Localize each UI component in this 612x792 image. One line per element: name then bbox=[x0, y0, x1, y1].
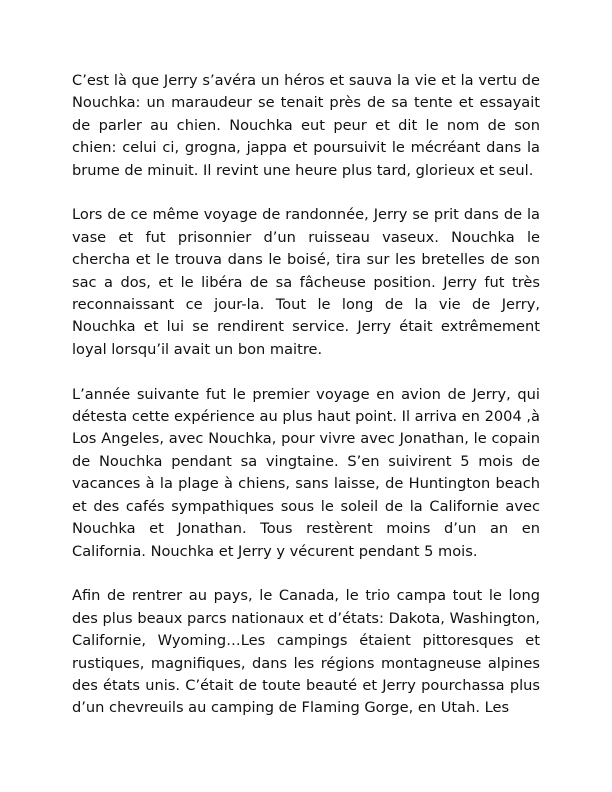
document-page bbox=[72, 70, 540, 720]
paragraph-marauder: C’est là que Jerry s’avéra un héros et sauva la vie et la vertu de Nouchka: un maraudeur se tenait près de sa tente et essayait de parler au chien. Nouchka eut peur et dit le nom de son chien: celui ci, grogna, jappa et poursuivit le mécréant dans la brume de minuit. Il revint une heure plus tard, glorieux et seul. bbox=[72, 72, 540, 179]
paragraph-los-angeles: L’année suivante fut le premier voyage en avion de Jerry, qui détesta cette expérience au plus haut point. Il arriva en 2004 ,à Los Angeles, avec Nouchka, pour vivre avec Jonathan, le copain de Nouchka pendant sa vingtaine. S’en suivirent 5 mois de vacances à la plage à chiens, sans laisse, de Huntington beach et des cafés sympathiques sous le soleil de la Californie avec Nouchka et Jonathan. Tous restèrent moins d’un an en California. Nouchka et Jerry y vécurent pendant 5 mois. bbox=[72, 385, 540, 560]
paragraph-creek: Lors de ce même voyage de randonnée, Jerry se prit dans de la vase et fut prisonnier d’un ruisseau vaseux. Nouchka le chercha et le trouva dans le boisé, tira sur les bretelles de son sac a dos, et le libéra de sa fâcheuse position. Jerry fut très reconnaissant ce jour-la. Tout le long de la vie de Jerry, Nouchka et lui se rendirent service. Jerry était extrêmement loyal lorsqu’il avait un bon maitre. bbox=[72, 206, 540, 358]
paragraph-road-trip: Afin de rentrer au pays, le Canada, le trio campa tout le long des plus beaux parcs nationaux et d’états: Dakota, Washington, Californie, Wyoming…Les campings étaient pittoresques et rustiques, magnifiques, dans les régions montagneuse alpines des états unis. C’était de toute beauté et Jerry pourchassa plus d’un chevreuils au camping de Flaming Gorge, en Utah. Les bbox=[72, 587, 540, 717]
